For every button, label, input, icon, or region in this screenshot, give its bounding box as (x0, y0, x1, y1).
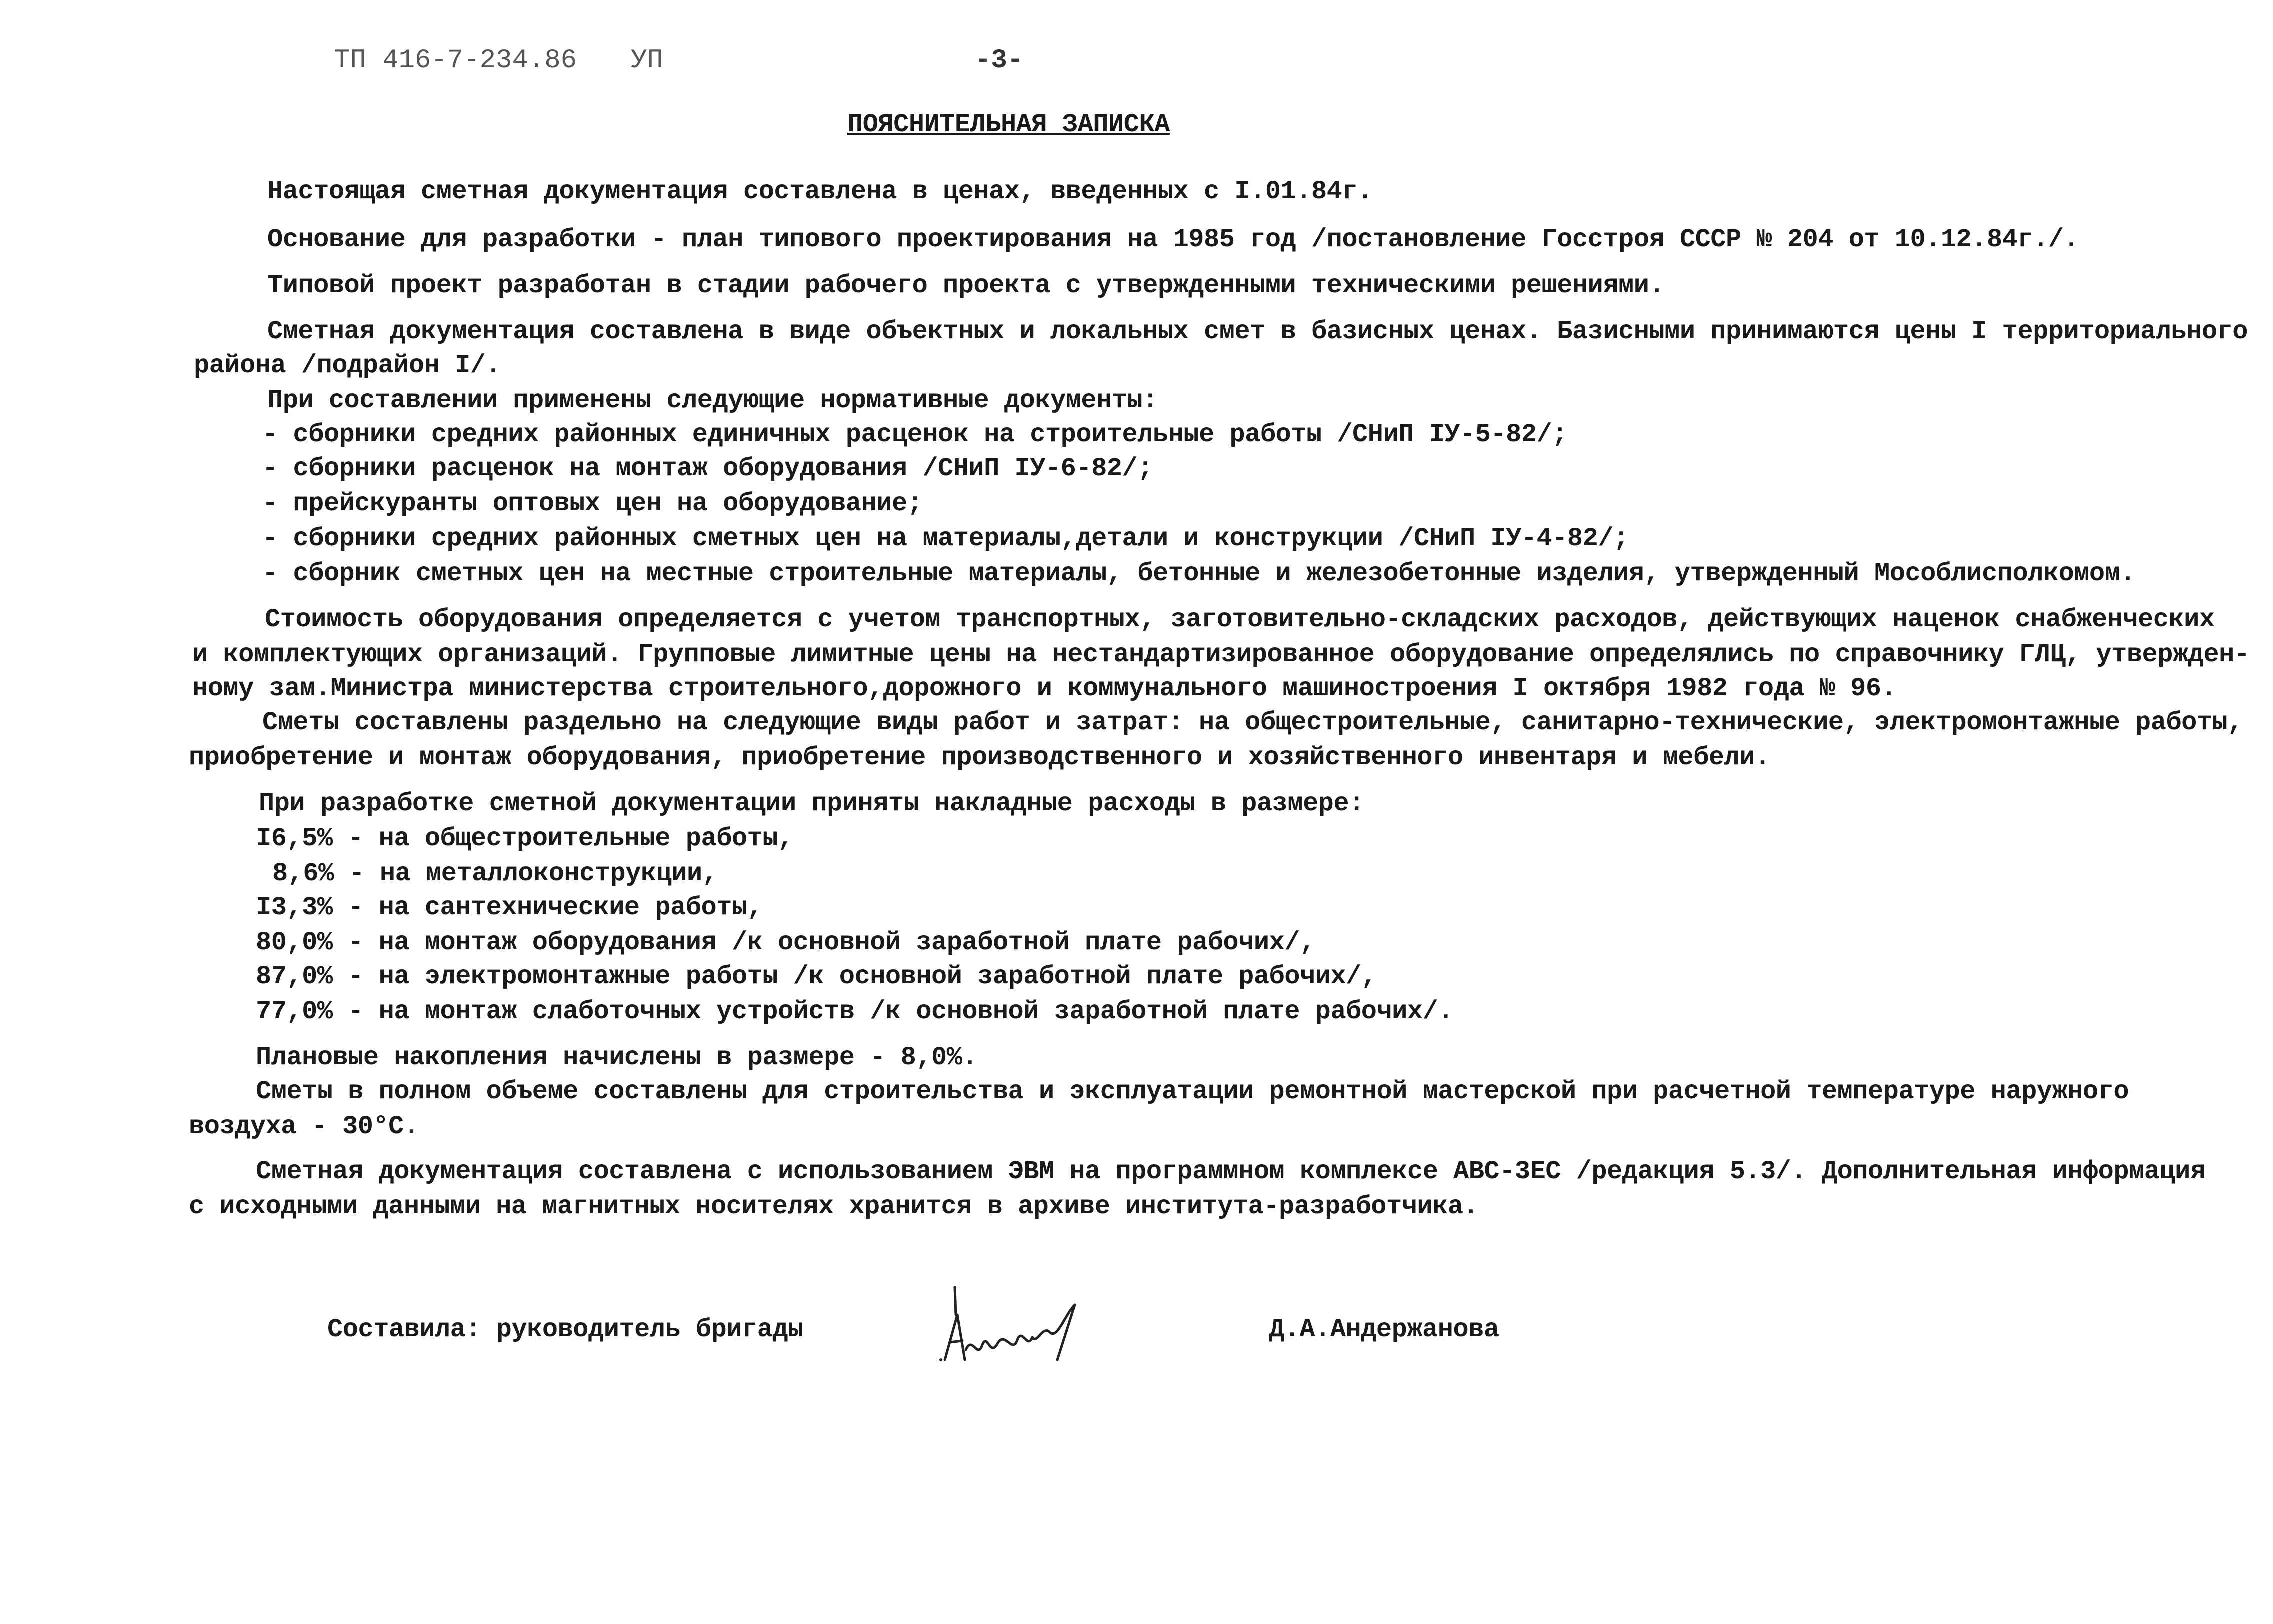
normative-item: - сборник сметных цен на местные строительные материалы, бетонные и железобетонные изделия, утвержденный Мособлисполкомом. (262, 559, 2136, 588)
normative-item: - сборники средних районных сметных цен на материалы,детали и конструкции /СНиП IУ-4-82/; (262, 524, 1629, 554)
overhead-item: 80,0% - на монтаж оборудования /к основной заработной плате рабочих/, (256, 928, 1316, 958)
estimates-line-1: Сметы составлены раздельно на следующие виды работ и затрат: на общестроительные, санитарно-технические, электромонтажные работы, (262, 708, 2243, 738)
computer-line-1: Сметная документация составлена с использованием ЭВМ на программном комплексе АВС-3ЕС /редакция 5.3/. Дополнительная информация (256, 1157, 2206, 1186)
equipment-line-1: Стоимость оборудования определяется с учетом транспортных, заготовительно-складских расходов, действующих наценок снабженческих (265, 605, 2215, 634)
handwritten-signature (930, 1285, 1090, 1370)
normatives-intro: При составлении применены следующие нормативные документы: (268, 386, 1158, 416)
author-name: Д.А.Андержанова (1269, 1315, 1500, 1344)
album-number: УП (631, 46, 664, 76)
overhead-item: I3,3% - на сантехнические работы, (256, 893, 763, 922)
base-prices-line-2: района /подрайон I/. (194, 351, 502, 380)
page-title: ПОЯСНИТЕЛЬНАЯ ЗАПИСКА (848, 110, 1170, 140)
computer-line-2: с исходными данными на магнитных носителях хранится в архиве института-разработчика. (189, 1192, 1479, 1222)
page-number: -3- (975, 46, 1024, 76)
equipment-line-3: ному зам.Министра министерства строительного,дорожного и коммунального машиностроения I октября 1982 года № 96. (192, 674, 1897, 704)
normative-item: - прейскуранты оптовых цен на оборудование; (262, 489, 923, 518)
overhead-item: 77,0% - на монтаж слаботочных устройств /к основной заработной плате рабочих/. (256, 997, 1454, 1026)
overhead-item: 87,0% - на электромонтажные работы /к основной заработной плате рабочих/, (256, 962, 1377, 992)
intro-paragraph-1: Настоящая сметная документация составлена в ценах, введенных с I.01.84г. (268, 177, 1373, 206)
equipment-line-2: и комплектующих организаций. Групповые лимитные цены на нестандартизированное оборудование определялись по справочнику ГЛЦ, утвержден- (192, 640, 2250, 670)
climate-line-1: Сметы в полном объеме составлены для строительства и эксплуатации ремонтной мастерской при расчетной температуре наружного (256, 1077, 2130, 1106)
document-code: ТП 416-7-234.86 (334, 46, 578, 76)
overhead-item: I6,5% - на общестроительные работы, (256, 824, 794, 854)
intro-paragraph-2: Основание для разработки - план типового проектирования на 1985 год /постановление Госстроя СССР № 204 от 10.12.84г./. (268, 225, 2080, 254)
base-prices-line-1: Сметная документация составлена в виде объектных и локальных смет в базисных ценах. Базисными принимаются цены I территориального (268, 317, 2248, 346)
normative-item: - сборники средних районных единичных расценок на строительные работы /СНиП IУ-5-82/; (262, 420, 1568, 450)
overheads-intro: При разработке сметной документации приняты накладные расходы в размере: (259, 789, 1364, 818)
estimates-line-2: приобретение и монтаж оборудования, приобретение производственного и хозяйственного инвентаря и мебели. (189, 743, 1770, 772)
compiled-by-label: Составила: руководитель бригады (328, 1315, 804, 1344)
overhead-item: 8,6% - на металлоконструкции, (272, 859, 718, 888)
climate-line-2: воздуха - 30°С. (189, 1112, 420, 1142)
intro-paragraph-3: Типовой проект разработан в стадии рабочего проекта с утвержденными техническими решениями. (268, 271, 1665, 300)
normative-item: - сборники расценок на монтаж оборудования /СНиП IУ-6-82/; (262, 454, 1153, 484)
planned-savings: Плановые накопления начислены в размере - 8,0%. (256, 1043, 978, 1072)
